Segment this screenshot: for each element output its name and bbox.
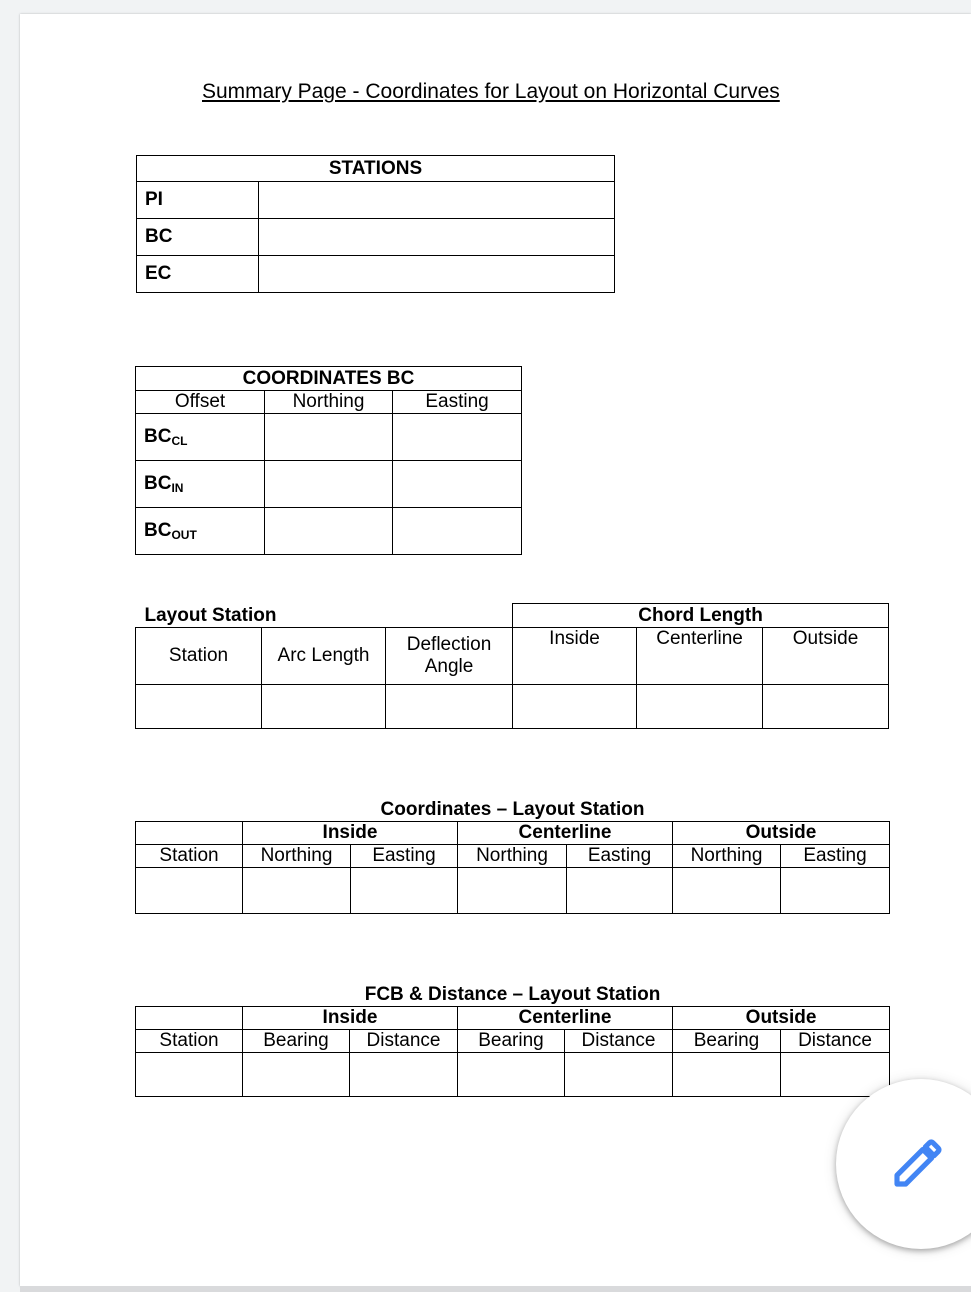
cell-bccl-easting[interactable] (393, 414, 522, 461)
station-label-ec: EC (137, 256, 259, 293)
coords-col-centerline-easting: Easting (567, 845, 673, 868)
fcb-col-inside-distance: Distance (350, 1030, 458, 1053)
cell-layout-chord-outside[interactable] (763, 685, 889, 729)
chord-length-title: Chord Length (513, 604, 889, 628)
cell-layout-arc-length[interactable] (262, 685, 386, 729)
station-label-bc: BC (137, 219, 259, 256)
row-label-bccl: BCCL (136, 414, 265, 461)
pencil-icon (890, 1135, 946, 1191)
fcb-layout-title: FCB & Distance – Layout Station (364, 984, 661, 1005)
coords-col-station: Station (136, 845, 243, 868)
coords-col-outside-easting: Easting (781, 845, 890, 868)
fcb-group-centerline: Centerline (458, 1007, 673, 1030)
station-value-pi[interactable] (259, 182, 615, 219)
fcb-group-blank (136, 1007, 243, 1030)
coords-layout-title: Coordinates – Layout Station (380, 799, 645, 820)
coords-layout-table (135, 799, 890, 914)
cell-bcout-northing[interactable] (265, 508, 393, 555)
fcb-cell-station[interactable] (136, 1053, 243, 1097)
coords-cell-outside-easting[interactable] (781, 868, 890, 914)
coords-col-outside-northing: Northing (673, 845, 781, 868)
col-arc-length: Arc Length (262, 628, 386, 685)
cell-bccl-northing[interactable] (265, 414, 393, 461)
coordinates-bc-title: COORDINATES BC (136, 367, 522, 391)
coords-group-blank (136, 822, 243, 845)
stations-table (136, 155, 615, 293)
coords-col-centerline-northing: Northing (458, 845, 567, 868)
fcb-col-outside-distance: Distance (781, 1030, 890, 1053)
coords-group-centerline: Centerline (458, 822, 673, 845)
fcb-cell-inside-distance[interactable] (350, 1053, 458, 1097)
fcb-col-station: Station (136, 1030, 243, 1053)
coords-cell-centerline-northing[interactable] (458, 868, 567, 914)
layout-station-table (135, 603, 889, 729)
col-deflection-angle: Deflection Angle (386, 628, 513, 685)
station-label-pi: PI (137, 182, 259, 219)
cell-layout-deflection[interactable] (386, 685, 513, 729)
station-value-ec[interactable] (259, 256, 615, 293)
coords-cell-inside-northing[interactable] (243, 868, 351, 914)
fcb-group-outside: Outside (673, 1007, 890, 1030)
fcb-group-inside: Inside (243, 1007, 458, 1030)
fcb-col-outside-bearing: Bearing (673, 1030, 781, 1053)
col-easting: Easting (393, 391, 522, 414)
cell-layout-station[interactable] (136, 685, 262, 729)
fcb-cell-centerline-distance[interactable] (565, 1053, 673, 1097)
col-chord-outside: Outside (763, 628, 889, 685)
fcb-col-inside-bearing: Bearing (243, 1030, 350, 1053)
coords-group-outside: Outside (673, 822, 890, 845)
coordinates-bc-table (135, 366, 522, 555)
row-label-bcout: BCOUT (136, 508, 265, 555)
col-chord-inside: Inside (513, 628, 637, 685)
stations-header: STATIONS (137, 156, 615, 182)
col-offset: Offset (136, 391, 265, 414)
page-title: Summary Page - Coordinates for Layout on Horizontal Curves (202, 80, 780, 103)
col-northing: Northing (265, 391, 393, 414)
cell-bcin-easting[interactable] (393, 461, 522, 508)
cell-bcin-northing[interactable] (265, 461, 393, 508)
fcb-layout-table (135, 984, 890, 1097)
station-value-bc[interactable] (259, 219, 615, 256)
coords-cell-outside-northing[interactable] (673, 868, 781, 914)
fcb-cell-inside-bearing[interactable] (243, 1053, 350, 1097)
coords-cell-inside-easting[interactable] (351, 868, 458, 914)
cell-layout-chord-centerline[interactable] (637, 685, 763, 729)
coords-col-inside-easting: Easting (351, 845, 458, 868)
coords-cell-station[interactable] (136, 868, 243, 914)
fcb-cell-outside-distance[interactable] (781, 1053, 890, 1097)
col-chord-centerline: Centerline (637, 628, 763, 685)
layout-station-title: Layout Station (144, 605, 277, 626)
coords-group-inside: Inside (243, 822, 458, 845)
col-station: Station (136, 628, 262, 685)
fcb-cell-outside-bearing[interactable] (673, 1053, 781, 1097)
row-label-bcin: BCIN (136, 461, 265, 508)
cell-bcout-easting[interactable] (393, 508, 522, 555)
fcb-cell-centerline-bearing[interactable] (458, 1053, 565, 1097)
coords-cell-centerline-easting[interactable] (567, 868, 673, 914)
page-bottom-edge (20, 1286, 971, 1292)
coords-col-inside-northing: Northing (243, 845, 351, 868)
fcb-col-centerline-distance: Distance (565, 1030, 673, 1053)
cell-layout-chord-inside[interactable] (513, 685, 637, 729)
fcb-col-centerline-bearing: Bearing (458, 1030, 565, 1053)
